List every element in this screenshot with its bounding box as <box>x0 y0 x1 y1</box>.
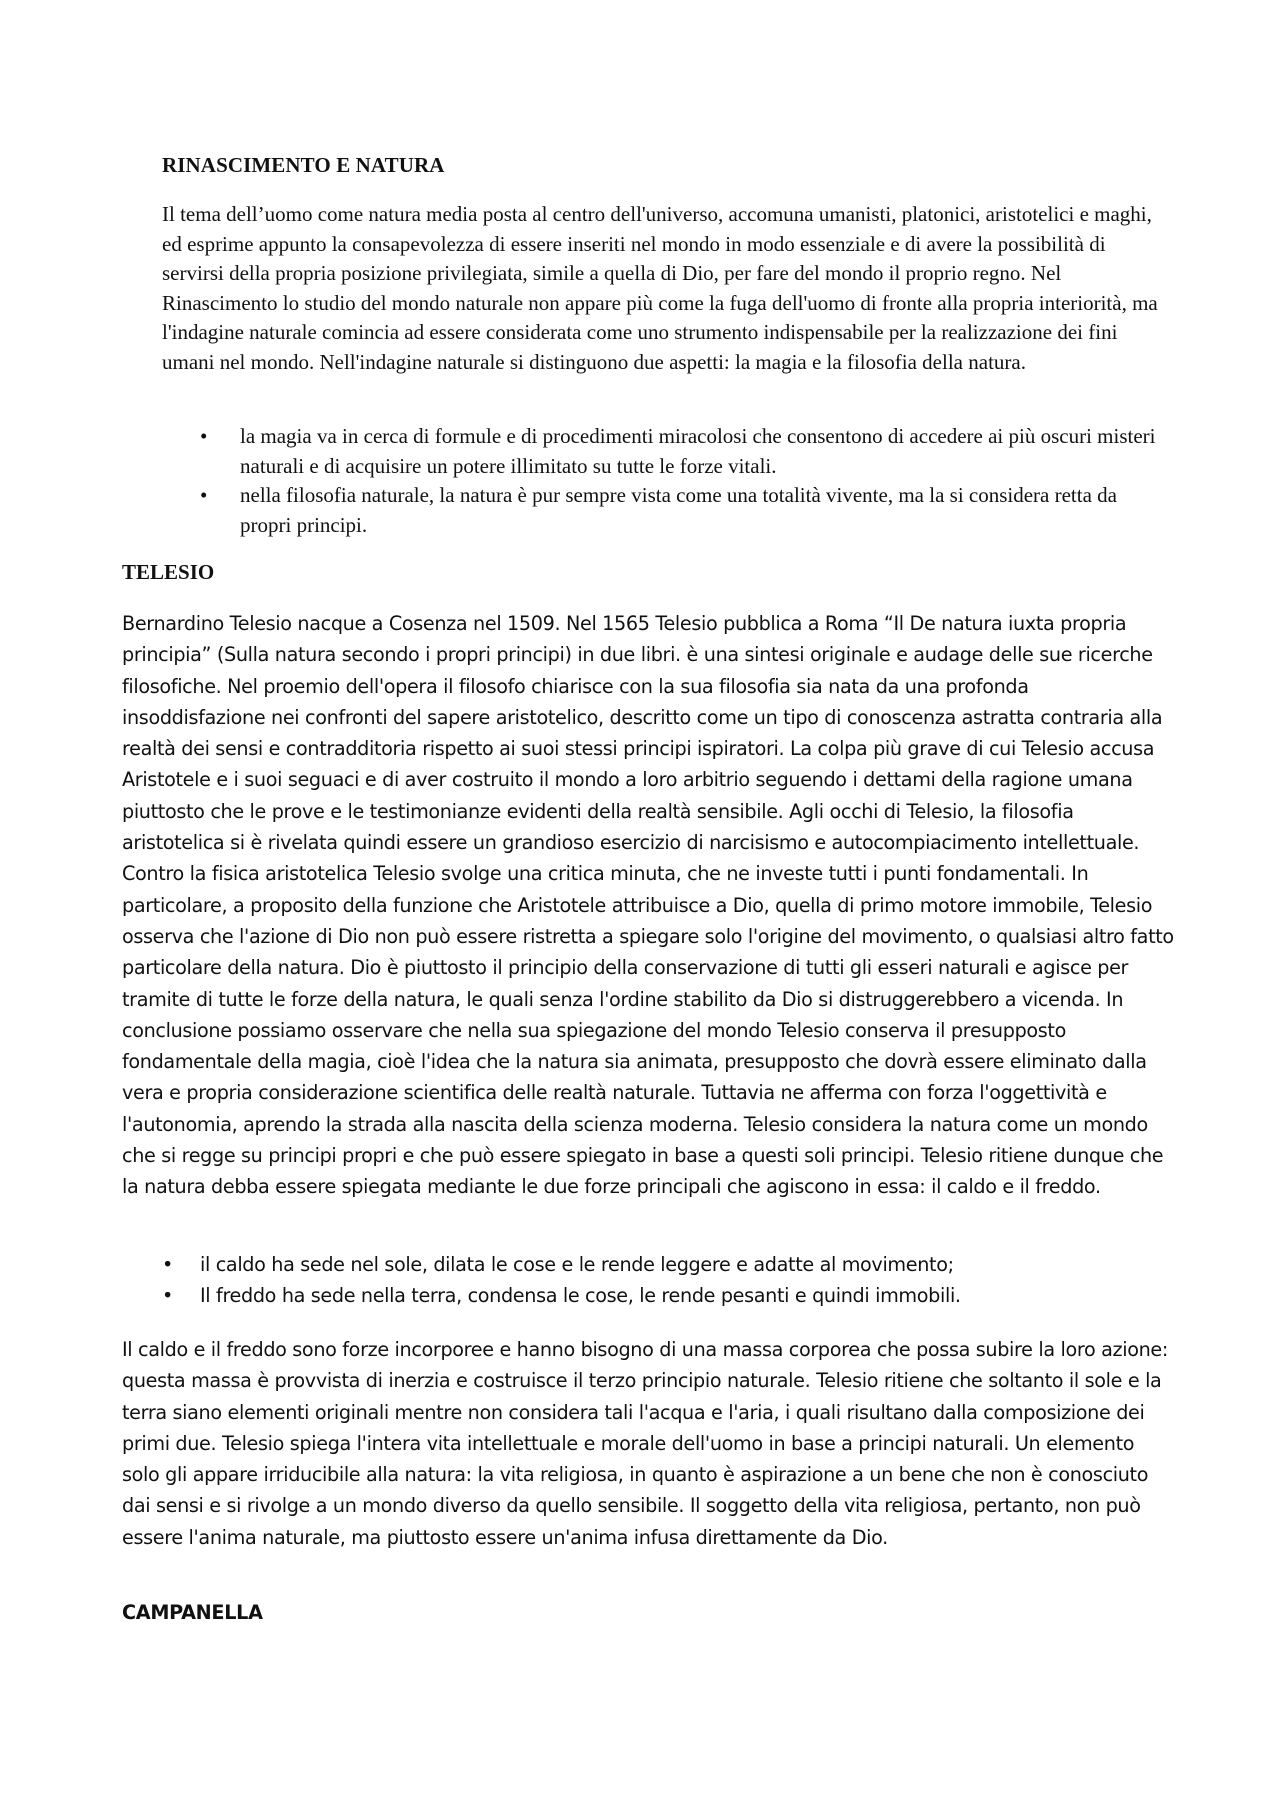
list-item <box>162 422 1172 481</box>
bullet-icon: • <box>200 483 208 508</box>
intro-paragraph: Il tema dell’uomo come natura media posta al centro dell'universo, accomuna umanisti, platonici, aristotelici e maghi, ed esprime appunto la consapevolezza di essere inseriti nel mondo in modo essenziale e di avere la possibilità di servirsi della propria posizione privilegiata, simile a quella di Dio, per fare del mondo il proprio regno. Nel Rinascimento lo studio del mondo naturale non appare più come la fuga dell'uomo di fronte alla propria interiorità, ma l'indagine naturale comincia ad essere considerata come uno strumento indispensabile per la realizzazione dei fini umani nel mondo. Nell'indagine naturale si distinguono due aspetti: la magia e la filosofia della natura. <box>162 202 1158 374</box>
telesio-paragraph: Bernardino Telesio nacque a Cosenza nel 1509. Nel 1565 Telesio pubblica a Roma “Il De natura iuxta propria principia” (Sulla natura secondo i propri principi) in due libri. è una sintesi originale e audage delle sue ricerche filosofiche. Nel proemio dell'opera il filosofo chiarisce con la sua filosofia sia nata da una profonda insoddisfazione nei confronti del sapere aristotelico, descritto come un tipo di conoscenza astratta contraria alla realtà dei sensi e contradditoria rispetto ai suoi stessi principi ispiratori. La colpa più grave di cui Telesio accusa Aristotele e i suoi seguaci e di aver costruito il mondo a loro arbitrio seguendo i dettami della ragione umana piuttosto che le prove e le testimonianze evidenti della realtà sensibile. Agli occhi di Telesio, la filosofia aristotelica si è rivelata quindi essere un grandioso esercizio di narcisismo e autocompiacimento intellettuale. Contro la fisica aristotelica Telesio svolge una critica minuta, che ne investe tutti i punti fondamentali. In particolare, a proposito della funzione che Aristotele attribuisce a Dio, quella di primo motore immobile, Telesio osserva che l'azione di Dio non può essere ristretta a spiegare solo l'origine del movimento, o qualsiasi altro fatto particolare della natura. Dio è piuttosto il principio della conservazione di tutti gli esseri naturali e agisce per tramite di tutte le forze della natura, le quali senza l'ordine stabilito da Dio si distruggerebbero a vicenda. In conclusione possiamo osservare che nella sua spiegazione del mondo Telesio conserva il presupposto fondamentale della magia, cioè l'idea che la natura sia animata, presupposto che dovrà essere eliminato dalla vera e propria considerazione scientifica delle realtà naturale. Tuttavia ne afferma con forza l'oggettività e l'autonomia, aprendo la strada alla nascita della scienza moderna. Telesio considera la natura come un mondo che si regge su principi propri e che può essere spiegato in base a questi soli principi. Telesio ritiene dunque che la natura debba essere spiegata mediante le due forze principali che agiscono in essa: il caldo e il freddo. <box>122 612 1174 1199</box>
list-item <box>122 1280 1172 1311</box>
bullet-icon: • <box>200 424 208 448</box>
section-title-telesio: TELESIO <box>122 560 215 584</box>
list-item-text: la magia va in cerca di formule e di procedimenti miracolosi che consentono di accedere ai più oscuri misteri naturali e di acquisire un potere illimitato su tutte le forze vitali. <box>240 424 1156 478</box>
bullet-icon: • <box>162 1284 173 1308</box>
list-item-text: il caldo ha sede nel sole, dilata le cose e le rende leggere e adatte al movimento; <box>200 1253 954 1276</box>
magia-filosofia-list <box>162 422 1172 540</box>
caldo-freddo-paragraph: Il caldo e il freddo sono forze incorporee e hanno bisogno di una massa corporea che possa subire la loro azione: questa massa è provvista di inerzia e costruisce il terzo principio naturale. Telesio ritiene che soltanto il sole e la terra siano elementi originali mentre non considera tali l'acqua e l'aria, i quali risultano dalla composizione dei primi due. Telesio spiega l'intera vita intellettuale e morale dell'uomo in base a principi naturali. Un elemento solo gli appare irriducibile alla natura: la vita religiosa, in quanto è aspirazione a un bene che non è conosciuto dai sensi e si rivolge a un mondo diverso da quello sensibile. Il soggetto della vita religiosa, pertanto, non può essere l'anima naturale, ma piuttosto essere un'anima infusa direttamente da Dio. <box>122 1338 1168 1549</box>
caldo-freddo-list <box>122 1249 1172 1312</box>
section-title-rinascimento: RINASCIMENTO E NATURA <box>162 153 445 177</box>
list-item-text: Il freddo ha sede nella terra, condensa le cose, le rende pesanti e quindi immobili. <box>200 1284 961 1308</box>
list-item <box>162 481 1172 540</box>
bullet-icon: • <box>162 1253 173 1276</box>
list-item <box>122 1249 1172 1280</box>
section-title-campanella: CAMPANELLA <box>122 1601 263 1624</box>
list-item-text: nella filosofia naturale, la natura è pur sempre vista come una totalità vivente, ma la si considera retta da propri principi. <box>240 483 1117 537</box>
